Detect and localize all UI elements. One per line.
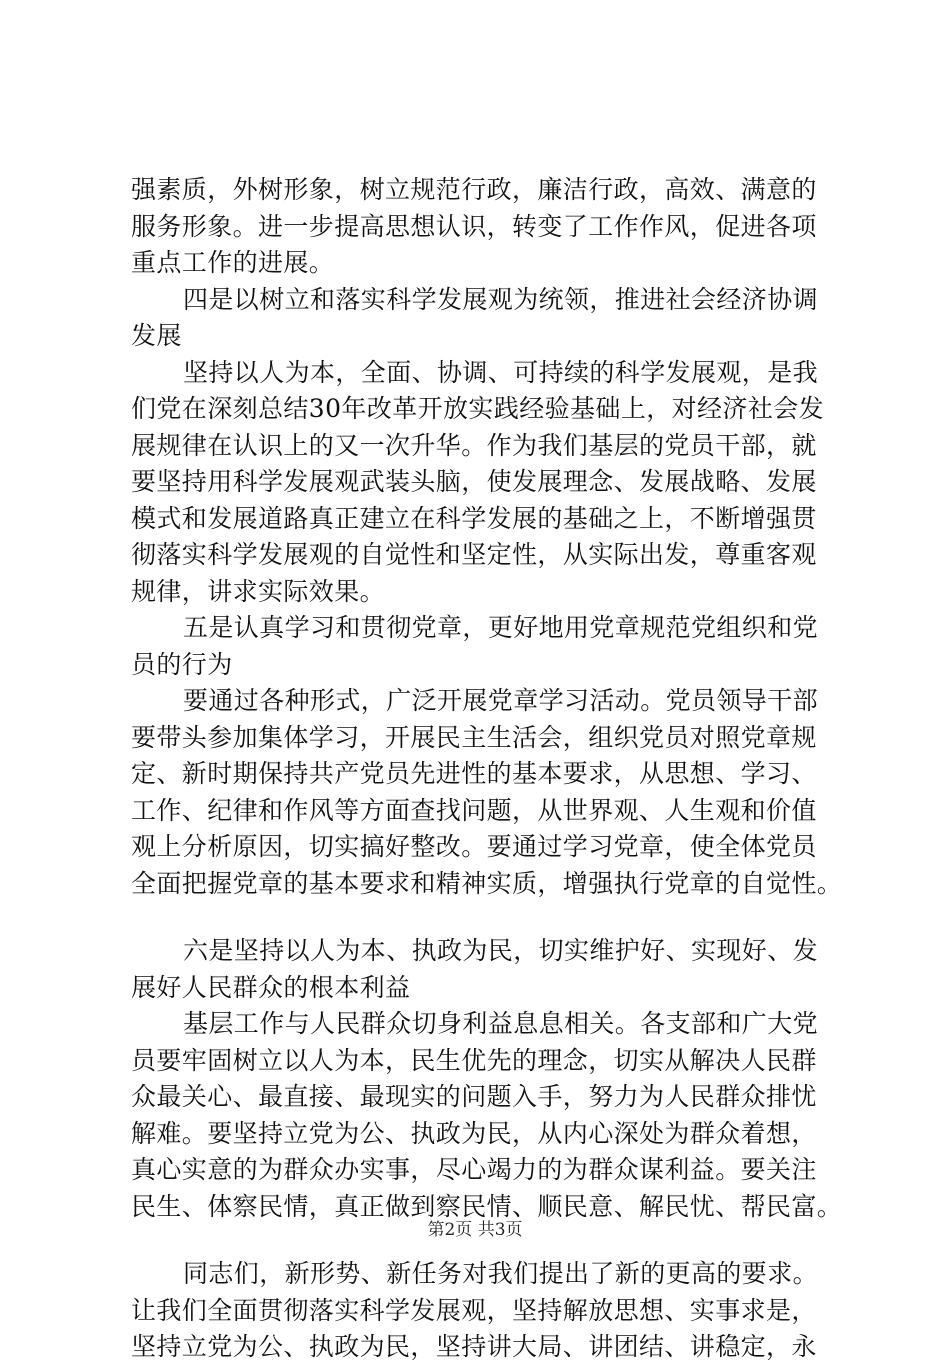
text-line: 重点工作的进展。 [131,248,335,277]
text-line: 彻落实科学发展观的自觉性和坚定性，从实际出发，尊重客观 [131,540,817,569]
text-line: 全面把握党章的基本要求和精神实质，增强执行党章的自觉性。 [131,868,843,898]
paragraph-first-line: 六是坚持以人为本、执政为民，切实维护好、实现好、发 [183,936,819,965]
text-line: 发展 [131,321,182,350]
text-line: 民生、体察民情，真正做到察民情、顺民意、解民忧、帮民富。 [131,1191,843,1221]
text-line: 观上分析原因，切实搞好整改。要通过学习党章，使全体党员 [131,832,817,861]
text-line: 坚持立党为公、执政为民，坚持讲大局、讲团结、讲稳定，永 [131,1332,817,1361]
text-line: 员要牢固树立以人为本，民生优先的理念，切实从解决人民群 [131,1045,817,1075]
text-line: 强素质，外树形象，树立规范行政，廉洁行政，高效、满意的 [131,175,817,204]
text-line: 员的行为 [131,649,233,679]
text-line: 规律，讲求实际效果。 [131,576,386,606]
text-line: 们党在深刻总结30年改革开放实践经验基础上，对经济社会发 [131,394,825,423]
paragraph-first-line: 同志们，新形势、新任务对我们提出了新的更高的要求。 [183,1259,819,1288]
paragraph-first-line: 要通过各种形式，广泛开展党章学习活动。党员领导干部 [183,686,819,715]
paragraph-first-line: 坚持以人为本，全面、协调、可持续的科学发展观，是我 [183,357,819,387]
text-line: 展规律在认识上的又一次升华。作为我们基层的党员干部，就 [131,430,817,460]
text-line: 工作、纪律和作风等方面查找问题，从世界观、人生观和价值 [131,795,817,825]
text-line: 要坚持用科学发展观武装头脑，使发展理念、发展战略、发展 [131,467,817,496]
paragraph-first-line: 四是以树立和落实科学发展观为统领，推进社会经济协调 [183,284,819,314]
page-footer: 第2页 共3页 [427,1220,523,1240]
text-line: 展好人民群众的根本利益 [131,972,411,1002]
paragraph-gap [131,902,831,933]
text-line: 服务形象。进一步提高思想认识，转变了工作作风，促进各项 [131,211,817,241]
text-line: 让我们全面贯彻落实科学发展观，坚持解放思想、实事求是， [131,1295,817,1325]
text-line: 众最关心、最直接、最现实的问题入手，努力为人民群众排忧 [131,1082,817,1111]
paragraph-first-line: 基层工作与人民群众切身利益息息相关。各支部和广大党 [183,1009,819,1038]
text-line: 要带头参加集体学习，开展民主生活会，组织党员对照党章规 [131,722,817,752]
document-body [131,172,843,1366]
text-line: 定、新时期保持共产党员先进性的基本要求，从思想、学习、 [131,759,817,788]
text-line: 模式和发展道路真正建立在科学发展的基础之上，不断增强贯 [131,503,817,533]
paragraph-first-line: 五是认真学习和贯彻党章，更好地用党章规范党组织和党 [183,613,819,642]
text-line: 真心实意的为群众办实事，尽心竭力的为群众谋利益。要关注 [131,1155,817,1184]
text-line: 解难。要坚持立党为公、执政为民，从内心深处为群众着想， [131,1118,817,1148]
